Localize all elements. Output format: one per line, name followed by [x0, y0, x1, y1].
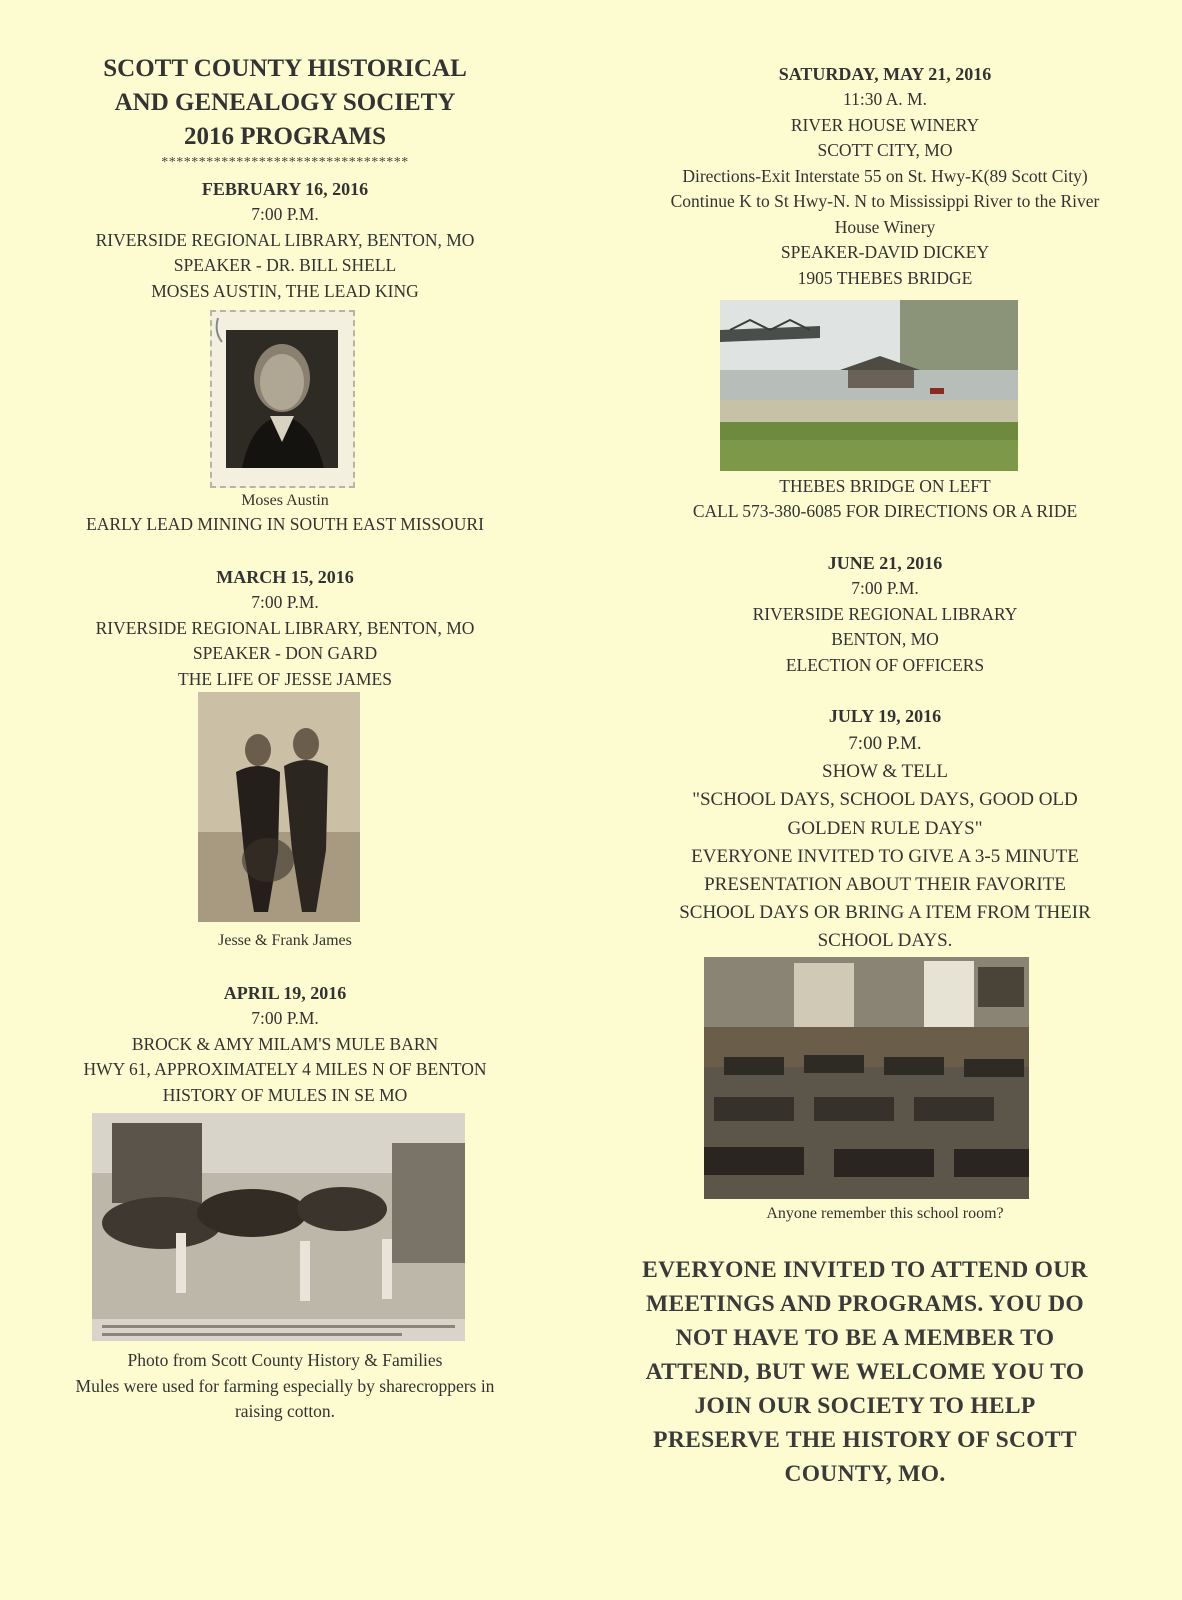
program-place: RIVER HOUSE WINERY	[790, 114, 980, 135]
program-speaker: SPEAKER-DAVID DICKEY	[780, 242, 990, 262]
closing-line: COUNTY, MO.	[784, 1461, 946, 1487]
program-location: BROCK & AMY MILAM'S MULE BARN	[131, 1033, 439, 1054]
closing-line: ATTEND, BUT WE WELCOME YOU TO	[645, 1359, 1085, 1385]
program-directions: House Winery	[834, 216, 936, 237]
photo-caption: Moses Austin	[241, 492, 329, 509]
program-time: 11:30 A. M.	[843, 89, 927, 109]
program-line: "SCHOOL DAYS, SCHOOL DAYS, GOOD OLD	[692, 789, 1078, 811]
thebes-bridge-photo	[720, 300, 1018, 471]
program-march	[40, 565, 530, 692]
program-topic: ELECTION OF OFFICERS	[785, 654, 985, 675]
program-february	[40, 177, 530, 304]
program-line: PRESENTATION ABOUT THEIR FAVORITE	[704, 874, 1066, 896]
program-time: 7:00 P.M.	[251, 592, 319, 612]
program-may	[620, 62, 1150, 291]
program-directions: Continue K to St Hwy-N. N to Mississippi River to the River	[670, 191, 1100, 211]
program-subtopic: EARLY LEAD MINING IN SOUTH EAST MISSOURI	[86, 514, 484, 534]
closing-line: EVERYONE INVITED TO ATTEND OUR	[642, 1257, 1088, 1283]
closing-line: JOIN OUR SOCIETY TO HELP	[694, 1393, 1036, 1419]
photo-caption: Anyone remember this school room?	[766, 1205, 1004, 1222]
program-directions: Directions-Exit Interstate 55 on St. Hwy-K(89 Scott City)	[682, 165, 1088, 186]
star-divider: *********************************	[161, 155, 409, 170]
photo-caption: Jesse & Frank James	[218, 932, 352, 949]
title-line: SCOTT COUNTY HISTORICAL	[103, 55, 467, 82]
program-date: JUNE 21, 2016	[827, 553, 943, 573]
program-city: SCOTT CITY, MO	[817, 140, 953, 160]
mule-barn-photo	[92, 1113, 465, 1341]
caption-line: raising cotton.	[234, 1401, 336, 1421]
jesse-frank-james-photo	[198, 692, 360, 922]
program-date: JULY 19, 2016	[828, 706, 942, 726]
program-time: 7:00 P.M.	[251, 1008, 319, 1028]
program-date: MARCH 15, 2016	[216, 567, 354, 587]
program-directions: HWY 61, APPROXIMATELY 4 MILES N OF BENTON	[83, 1059, 487, 1079]
program-call: CALL 573-380-6085 FOR DIRECTIONS OR A RIDE	[692, 501, 1078, 521]
program-speaker: SPEAKER - DR. BILL SHELL	[173, 255, 397, 275]
program-line: GOLDEN RULE DAYS"	[787, 817, 983, 839]
program-topic: HISTORY OF MULES IN SE MO	[162, 1084, 408, 1105]
program-line: SCHOOL DAYS.	[817, 930, 953, 952]
program-date: APRIL 19, 2016	[223, 983, 347, 1003]
moses-austin-photo	[210, 310, 355, 488]
program-line: SHOW & TELL	[822, 761, 948, 783]
page-title	[40, 52, 530, 170]
photo-caption: THEBES BRIDGE ON LEFT	[779, 476, 991, 496]
program-april	[40, 981, 530, 1108]
program-date: SATURDAY, MAY 21, 2016	[778, 64, 992, 84]
program-june	[620, 551, 1150, 678]
mule-photo-caption	[40, 1348, 530, 1425]
caption-line: Mules were used for farming especially by sharecroppers in	[75, 1375, 495, 1396]
title-line: 2016 PROGRAMS	[183, 123, 387, 150]
closing-message	[610, 1253, 1120, 1491]
caption-line: Photo from Scott County History & Families	[127, 1350, 443, 1370]
program-july	[620, 703, 1150, 956]
program-line: SCHOOL DAYS OR BRING A ITEM FROM THEIR	[679, 902, 1091, 924]
program-place: RIVERSIDE REGIONAL LIBRARY	[752, 603, 1018, 624]
program-date: FEBRUARY 16, 2016	[201, 179, 369, 199]
closing-line: MEETINGS AND PROGRAMS. YOU DO	[645, 1291, 1085, 1317]
program-line: EVERYONE INVITED TO GIVE A 3-5 MINUTE	[691, 845, 1079, 867]
closing-line: PRESERVE THE HISTORY OF SCOTT	[653, 1427, 1077, 1453]
program-city: BENTON, MO	[831, 629, 939, 649]
program-location: RIVERSIDE REGIONAL LIBRARY, BENTON, MO	[95, 617, 475, 638]
program-topic: THE LIFE OF JESSE JAMES	[178, 668, 392, 689]
program-location: RIVERSIDE REGIONAL LIBRARY, BENTON, MO	[95, 229, 475, 250]
program-time: 7:00 P.M.	[251, 204, 319, 224]
program-topic: 1905 THEBES BRIDGE	[797, 267, 973, 288]
title-line: AND GENEALOGY SOCIETY	[114, 89, 456, 116]
program-time: 7:00 P.M.	[848, 733, 922, 754]
program-topic: MOSES AUSTIN, THE LEAD KING	[151, 280, 419, 301]
program-time: 7:00 P.M.	[851, 578, 919, 598]
program-speaker: SPEAKER - DON GARD	[192, 643, 378, 663]
closing-line: NOT HAVE TO BE A MEMBER TO	[675, 1325, 1055, 1351]
school-room-photo	[704, 957, 1029, 1199]
